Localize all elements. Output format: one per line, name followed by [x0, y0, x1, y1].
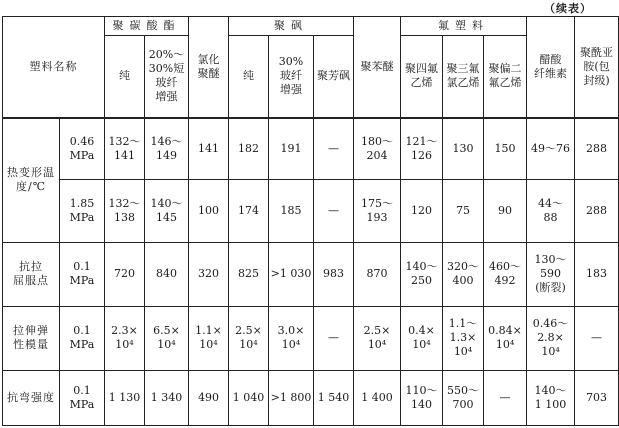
table-cell: 174	[229, 180, 269, 242]
table-cell: 146～ 149	[145, 118, 189, 180]
condition-cell: 0.1 MPa	[60, 306, 105, 370]
table-cell: 720	[105, 242, 145, 306]
table-cell: 49～76	[527, 118, 575, 180]
table-cell: —	[484, 370, 527, 425]
property-label: 抗弯强度	[3, 370, 60, 425]
header-polyarylsulfone: 聚芳砜	[314, 36, 354, 118]
table-cell: 983	[314, 242, 354, 306]
table-cell: 182	[229, 118, 269, 180]
header-polysulfone: 聚砜	[229, 17, 354, 36]
table-cell: 870	[354, 242, 401, 306]
header-cellulose-acetate: 醋酸 纤维素	[527, 17, 575, 118]
continued-table-note: （续表）	[544, 2, 592, 15]
table-cell: 180～ 204	[354, 118, 401, 180]
header-pctfe: 聚三氟 氯乙烯	[443, 36, 484, 118]
header-polyimide: 聚酰亚 胺(包 封级)	[575, 17, 619, 118]
table-cell: 840	[145, 242, 189, 306]
table-cell: 110～ 140	[401, 370, 443, 425]
table-cell: —	[314, 118, 354, 180]
table-cell: >1 800	[269, 370, 314, 425]
header-polycarbonate: 聚碳酸酯	[105, 17, 189, 36]
table-cell: 191	[269, 118, 314, 180]
table-cell: 185	[269, 180, 314, 242]
table-cell: 75	[443, 180, 484, 242]
property-label: 拉伸弹 性模量	[3, 306, 60, 370]
table-cell: 1.1× 10⁴	[189, 306, 229, 370]
header-ptfe: 聚四氟 乙烯	[401, 36, 443, 118]
header-pc-glass: 20%～ 30%短 玻纤 增强	[145, 36, 189, 118]
table-cell: 130	[443, 118, 484, 180]
header-ps-pure: 纯	[229, 36, 269, 118]
condition-cell: 0.1 MPa	[60, 370, 105, 425]
table-row	[3, 118, 619, 180]
table-cell: 0.84× 10⁴	[484, 306, 527, 370]
table-cell: 460～ 492	[484, 242, 527, 306]
table-row	[3, 306, 619, 370]
table-cell: 183	[575, 242, 619, 306]
table-cell: 90	[484, 180, 527, 242]
table-cell: 320～ 400	[443, 242, 484, 306]
header-plastic-name: 塑料名称	[3, 17, 105, 118]
table-cell: >1 030	[269, 242, 314, 306]
table-cell: 1.1～ 1.3× 10⁴	[443, 306, 484, 370]
condition-cell: 1.85 MPa	[60, 180, 105, 242]
table-cell: 490	[189, 370, 229, 425]
table-cell: 1 130	[105, 370, 145, 425]
header-ps-glass: 30% 玻纤 增强	[269, 36, 314, 118]
table-cell: —	[314, 180, 354, 242]
table-cell: 130～ 590 (断裂)	[527, 242, 575, 306]
condition-cell: 0.1 MPa	[60, 242, 105, 306]
table-cell: 320	[189, 242, 229, 306]
table-cell: 0.4× 10⁴	[401, 306, 443, 370]
table-cell: 1 400	[354, 370, 401, 425]
table-cell: 288	[575, 180, 619, 242]
table-cell: 1 340	[145, 370, 189, 425]
table-cell: 141	[189, 118, 229, 180]
table-cell: 140～ 250	[401, 242, 443, 306]
table-cell: 100	[189, 180, 229, 242]
header-fluoroplastics: 氟塑料	[401, 17, 527, 36]
table-cell: 2.5× 10⁴	[354, 306, 401, 370]
table-cell: —	[314, 306, 354, 370]
table-row	[3, 370, 619, 425]
table-cell: 44～ 88	[527, 180, 575, 242]
property-label: 热变形温 度/℃	[3, 118, 60, 242]
header-pvdf: 聚偏二 氟乙烯	[484, 36, 527, 118]
table-cell: 6.5× 10⁴	[145, 306, 189, 370]
table-cell: 120	[401, 180, 443, 242]
condition-cell: 0.46 MPa	[60, 118, 105, 180]
table-cell: 288	[575, 118, 619, 180]
table-cell: 132～ 138	[105, 180, 145, 242]
table-cell: —	[575, 306, 619, 370]
table-row	[3, 180, 619, 242]
table-cell: 132～ 141	[105, 118, 145, 180]
table-cell: 150	[484, 118, 527, 180]
table-cell: 140～ 145	[145, 180, 189, 242]
header-polyphenylene-oxide: 聚苯醚	[354, 17, 401, 118]
table-cell: 703	[575, 370, 619, 425]
table-cell: 175～ 193	[354, 180, 401, 242]
table-cell: 3.0× 10⁴	[269, 306, 314, 370]
table-cell: 140～ 1 100	[527, 370, 575, 425]
header-pc-pure: 纯	[105, 36, 145, 118]
table-cell: 2.3× 10⁴	[105, 306, 145, 370]
table-cell: 825	[229, 242, 269, 306]
table-row	[3, 242, 619, 306]
plastics-properties-table	[2, 16, 619, 426]
table-cell: 550～ 700	[443, 370, 484, 425]
table-cell: 1 040	[229, 370, 269, 425]
table-cell: 0.46～ 2.8× 10⁴	[527, 306, 575, 370]
table-cell: 121～ 126	[401, 118, 443, 180]
property-label: 抗拉 屈服点	[3, 242, 60, 306]
header-chlorinated-polyether: 氯化 聚醚	[189, 17, 229, 118]
table-cell: 2.5× 10⁴	[229, 306, 269, 370]
table-cell: 1 540	[314, 370, 354, 425]
